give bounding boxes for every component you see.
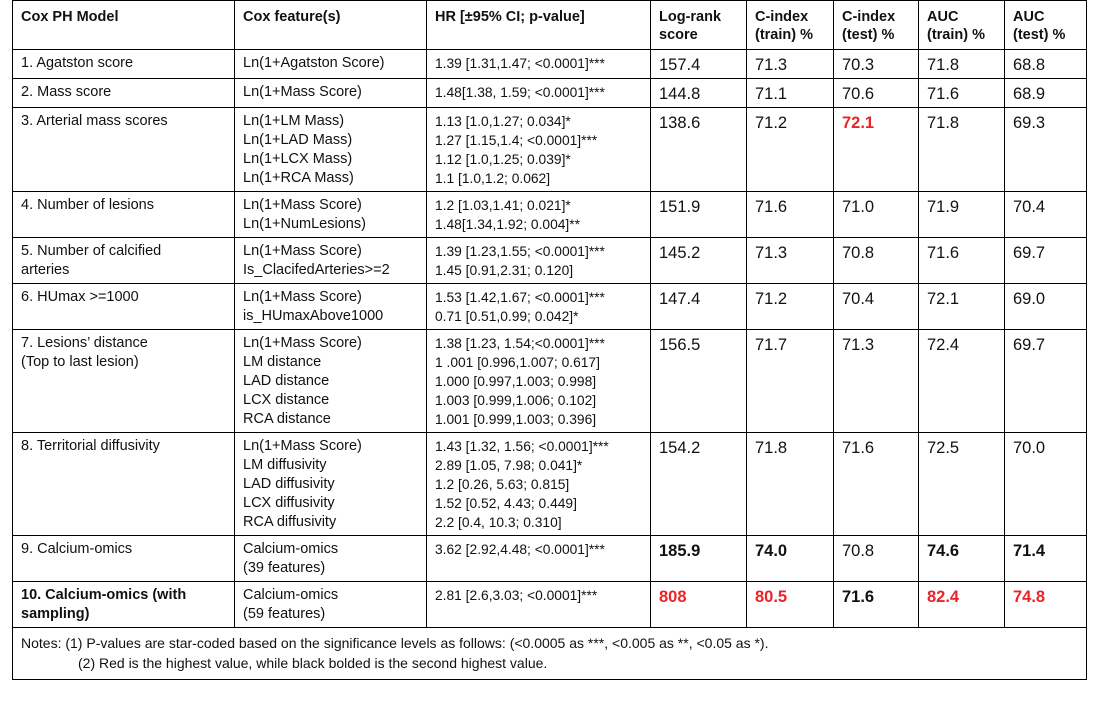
log-rank-score-cell: 157.4 — [651, 50, 747, 79]
auc-train-cell: 74.6 — [919, 536, 1005, 582]
table-row — [13, 330, 1087, 433]
table-body — [13, 50, 1087, 628]
features-cell — [235, 238, 427, 284]
hazard-ratio-cell-line: 1.39 [1.23,1.55; <0.0001]*** — [435, 244, 605, 259]
hazard-ratio-cell — [427, 238, 651, 284]
model-name-cell-line: sampling) — [21, 606, 90, 622]
features-cell-line: RCA diffusivity — [243, 514, 337, 530]
features-cell — [235, 582, 427, 628]
header-auc-train-line: AUC — [927, 9, 959, 25]
notes-row — [13, 628, 1087, 680]
features-cell — [235, 79, 427, 108]
header-cox-features — [235, 1, 427, 50]
header-c-index-train — [747, 1, 834, 50]
hazard-ratio-cell — [427, 192, 651, 238]
auc-train-cell: 71.6 — [919, 238, 1005, 284]
auc-train-cell: 82.4 — [919, 582, 1005, 628]
header-c-index-train-line: (train) % — [755, 27, 813, 43]
features-cell-line: LCX diffusivity — [243, 495, 335, 511]
c-index-test-cell: 71.6 — [834, 582, 919, 628]
header-auc-train — [919, 1, 1005, 50]
hazard-ratio-cell-line: 2.81 [2.6,3.03; <0.0001]*** — [435, 588, 598, 603]
auc-test-cell: 71.4 — [1005, 536, 1087, 582]
header-log-rank-score — [651, 1, 747, 50]
log-rank-score-cell: 145.2 — [651, 238, 747, 284]
log-rank-score-cell: 185.9 — [651, 536, 747, 582]
c-index-test-cell: 70.6 — [834, 79, 919, 108]
header-c-index-test-line: C-index — [842, 9, 896, 25]
header-cox-ph-model — [13, 1, 235, 50]
features-cell-line: LM diffusivity — [243, 457, 327, 473]
table-row — [13, 433, 1087, 536]
hazard-ratio-cell-line: 1.43 [1.32, 1.56; <0.0001]*** — [435, 439, 609, 454]
table-row — [13, 50, 1087, 79]
features-cell — [235, 50, 427, 79]
model-name-cell-line: 1. Agatston score — [21, 55, 134, 71]
model-name-cell-line: 3. Arterial mass scores — [21, 113, 168, 129]
model-name-cell-line: 5. Number of calcified — [21, 243, 162, 259]
auc-test-cell: 70.0 — [1005, 433, 1087, 536]
header-auc-test — [1005, 1, 1087, 50]
c-index-train-cell: 71.2 — [747, 108, 834, 192]
table-row — [13, 284, 1087, 330]
c-index-test-cell: 72.1 — [834, 108, 919, 192]
c-index-test-cell: 71.6 — [834, 433, 919, 536]
header-c-index-test — [834, 1, 919, 50]
notes-cell — [13, 628, 1087, 680]
c-index-train-cell: 80.5 — [747, 582, 834, 628]
hazard-ratio-cell-line: 1.48[1.38, 1.59; <0.0001]*** — [435, 85, 605, 100]
features-cell — [235, 433, 427, 536]
model-name-cell-line: 10. Calcium-omics (with — [21, 587, 187, 603]
c-index-test-cell: 70.8 — [834, 238, 919, 284]
auc-test-cell: 69.7 — [1005, 238, 1087, 284]
header-auc-test-line: (test) % — [1013, 27, 1066, 43]
c-index-test-cell: 71.3 — [834, 330, 919, 433]
features-cell-line: Ln(1+LAD Mass) — [243, 132, 353, 148]
hazard-ratio-cell-line: 1.53 [1.42,1.67; <0.0001]*** — [435, 290, 605, 305]
model-name-cell-line: 9. Calcium-omics — [21, 541, 133, 557]
header-c-index-train-line: C-index — [755, 9, 809, 25]
model-name-cell — [13, 433, 235, 536]
header-log-rank-score-line: score — [659, 27, 698, 43]
header-c-index-test-line: (test) % — [842, 27, 895, 43]
header-cox-features-line: Cox feature(s) — [243, 9, 341, 25]
table-row — [13, 238, 1087, 284]
hazard-ratio-cell-line: 1 .001 [0.996,1.007; 0.617] — [435, 355, 600, 370]
hazard-ratio-cell-line: 1.1 [1.0,1.2; 0.062] — [435, 171, 551, 186]
features-cell-line: LM distance — [243, 354, 322, 370]
features-cell-line: LAD distance — [243, 373, 330, 389]
model-name-cell-line: (Top to last lesion) — [21, 354, 139, 370]
header-cox-ph-model-line: Cox PH Model — [21, 9, 119, 25]
c-index-train-cell: 71.3 — [747, 238, 834, 284]
log-rank-score-cell: 151.9 — [651, 192, 747, 238]
auc-train-cell: 71.6 — [919, 79, 1005, 108]
features-cell-line: LCX distance — [243, 392, 330, 408]
hazard-ratio-cell — [427, 50, 651, 79]
hazard-ratio-cell-line: 1.39 [1.31,1.47; <0.0001]*** — [435, 56, 605, 71]
c-index-train-cell: 71.2 — [747, 284, 834, 330]
c-index-test-cell: 70.3 — [834, 50, 919, 79]
hazard-ratio-cell-line: 1.001 [0.999,1.003; 0.396] — [435, 412, 597, 427]
model-name-cell-line: 8. Territorial diffusivity — [21, 438, 160, 454]
features-cell-line: Ln(1+Mass Score) — [243, 289, 362, 305]
features-cell — [235, 192, 427, 238]
hazard-ratio-cell — [427, 433, 651, 536]
hazard-ratio-cell-line: 1.000 [0.997,1.003; 0.998] — [435, 374, 597, 389]
features-cell-line: Ln(1+Mass Score) — [243, 197, 362, 213]
model-name-cell-line: 2. Mass score — [21, 84, 112, 100]
log-rank-score-cell: 154.2 — [651, 433, 747, 536]
auc-test-cell: 68.9 — [1005, 79, 1087, 108]
hazard-ratio-cell — [427, 536, 651, 582]
log-rank-score-cell: 808 — [651, 582, 747, 628]
features-cell — [235, 330, 427, 433]
features-cell-line: RCA distance — [243, 411, 331, 427]
hazard-ratio-cell — [427, 330, 651, 433]
c-index-train-cell: 71.7 — [747, 330, 834, 433]
header-hr-ci-p-line: HR [±95% CI; p-value] — [435, 9, 585, 25]
model-name-cell — [13, 284, 235, 330]
table-row — [13, 582, 1087, 628]
features-cell-line: Ln(1+Mass Score) — [243, 243, 362, 259]
model-name-cell-line: 6. HUmax >=1000 — [21, 289, 139, 305]
note-line-2: (2) Red is the highest value, while black bolded is the second highest value. — [78, 655, 548, 671]
hazard-ratio-cell-line: 2.89 [1.05, 7.98; 0.041]* — [435, 458, 583, 473]
c-index-test-cell: 70.8 — [834, 536, 919, 582]
features-cell-line: Is_ClacifedArteries>=2 — [243, 262, 390, 278]
results-table-container — [12, 0, 1086, 680]
model-name-cell — [13, 79, 235, 108]
hazard-ratio-cell-line: 1.13 [1.0,1.27; 0.034]* — [435, 114, 571, 129]
cox-ph-results-table — [12, 0, 1087, 680]
hazard-ratio-cell-line: 0.71 [0.51,0.99; 0.042]* — [435, 309, 579, 324]
header-auc-train-line: (train) % — [927, 27, 985, 43]
model-name-cell-line: 4. Number of lesions — [21, 197, 154, 213]
hazard-ratio-cell-line: 2.2 [0.4, 10.3; 0.310] — [435, 515, 562, 530]
log-rank-score-cell: 147.4 — [651, 284, 747, 330]
auc-train-cell: 72.5 — [919, 433, 1005, 536]
auc-train-cell: 72.4 — [919, 330, 1005, 433]
features-cell-line: Ln(1+LCX Mass) — [243, 151, 353, 167]
header-log-rank-score-line: Log-rank — [659, 9, 722, 25]
c-index-test-cell: 71.0 — [834, 192, 919, 238]
model-name-cell — [13, 582, 235, 628]
model-name-cell — [13, 108, 235, 192]
auc-train-cell: 71.9 — [919, 192, 1005, 238]
hazard-ratio-cell-line: 1.2 [1.03,1.41; 0.021]* — [435, 198, 571, 213]
auc-test-cell: 68.8 — [1005, 50, 1087, 79]
auc-test-cell: 69.3 — [1005, 108, 1087, 192]
c-index-train-cell: 71.8 — [747, 433, 834, 536]
table-row — [13, 79, 1087, 108]
features-cell-line: Ln(1+Mass Score) — [243, 438, 362, 454]
c-index-train-cell: 71.3 — [747, 50, 834, 79]
hazard-ratio-cell-line: 3.62 [2.92,4.48; <0.0001]*** — [435, 542, 605, 557]
features-cell-line: Ln(1+Mass Score) — [243, 335, 362, 351]
log-rank-score-cell: 138.6 — [651, 108, 747, 192]
log-rank-score-cell: 144.8 — [651, 79, 747, 108]
header-auc-test-line: AUC — [1013, 9, 1045, 25]
hazard-ratio-cell-line: 1.003 [0.999,1.006; 0.102] — [435, 393, 597, 408]
c-index-test-cell: 70.4 — [834, 284, 919, 330]
model-name-cell — [13, 536, 235, 582]
features-cell-line: Ln(1+Mass Score) — [243, 84, 362, 100]
model-name-cell-line: arteries — [21, 262, 70, 278]
features-cell-line: Ln(1+LM Mass) — [243, 113, 345, 129]
c-index-train-cell: 74.0 — [747, 536, 834, 582]
header-hr-ci-p — [427, 1, 651, 50]
hazard-ratio-cell-line: 1.48[1.34,1.92; 0.004]** — [435, 217, 580, 232]
hazard-ratio-cell-line: 1.12 [1.0,1.25; 0.039]* — [435, 152, 571, 167]
features-cell-line: Calcium-omics — [243, 587, 339, 603]
model-name-cell — [13, 50, 235, 79]
auc-train-cell: 71.8 — [919, 108, 1005, 192]
model-name-cell-line: 7. Lesions’ distance — [21, 335, 148, 351]
hazard-ratio-cell-line: 1.38 [1.23, 1.54;<0.0001]*** — [435, 336, 605, 351]
hazard-ratio-cell — [427, 108, 651, 192]
table-row — [13, 108, 1087, 192]
auc-test-cell: 74.8 — [1005, 582, 1087, 628]
table-row — [13, 192, 1087, 238]
auc-test-cell: 70.4 — [1005, 192, 1087, 238]
hazard-ratio-cell — [427, 79, 651, 108]
features-cell-line: is_HUmaxAbove1000 — [243, 308, 384, 324]
features-cell-line: Calcium-omics — [243, 541, 339, 557]
auc-test-cell: 69.0 — [1005, 284, 1087, 330]
features-cell — [235, 284, 427, 330]
model-name-cell — [13, 330, 235, 433]
model-name-cell — [13, 238, 235, 284]
hazard-ratio-cell-line: 1.45 [0.91,2.31; 0.120] — [435, 263, 574, 278]
table-row — [13, 536, 1087, 582]
features-cell-line: (59 features) — [243, 606, 326, 622]
auc-train-cell: 72.1 — [919, 284, 1005, 330]
features-cell-line: LAD diffusivity — [243, 476, 335, 492]
auc-test-cell: 69.7 — [1005, 330, 1087, 433]
model-name-cell — [13, 192, 235, 238]
features-cell — [235, 536, 427, 582]
hazard-ratio-cell-line: 1.52 [0.52, 4.43; 0.449] — [435, 496, 577, 511]
features-cell-line: Ln(1+NumLesions) — [243, 216, 366, 232]
note-line-1: Notes: (1) P-values are star-coded based on the significance levels as follows: (<0.0005 as ***, <0.005 as **, <0.05 as *). — [21, 635, 769, 651]
hazard-ratio-cell — [427, 284, 651, 330]
features-cell-line: Ln(1+Agatston Score) — [243, 55, 385, 71]
hazard-ratio-cell — [427, 582, 651, 628]
log-rank-score-cell: 156.5 — [651, 330, 747, 433]
c-index-train-cell: 71.1 — [747, 79, 834, 108]
features-cell — [235, 108, 427, 192]
hazard-ratio-cell-line: 1.2 [0.26, 5.63; 0.815] — [435, 477, 570, 492]
features-cell-line: (39 features) — [243, 560, 326, 576]
header-row — [13, 1, 1087, 50]
hazard-ratio-cell-line: 1.27 [1.15,1.4; <0.0001]*** — [435, 133, 598, 148]
c-index-train-cell: 71.6 — [747, 192, 834, 238]
auc-train-cell: 71.8 — [919, 50, 1005, 79]
features-cell-line: Ln(1+RCA Mass) — [243, 170, 354, 186]
